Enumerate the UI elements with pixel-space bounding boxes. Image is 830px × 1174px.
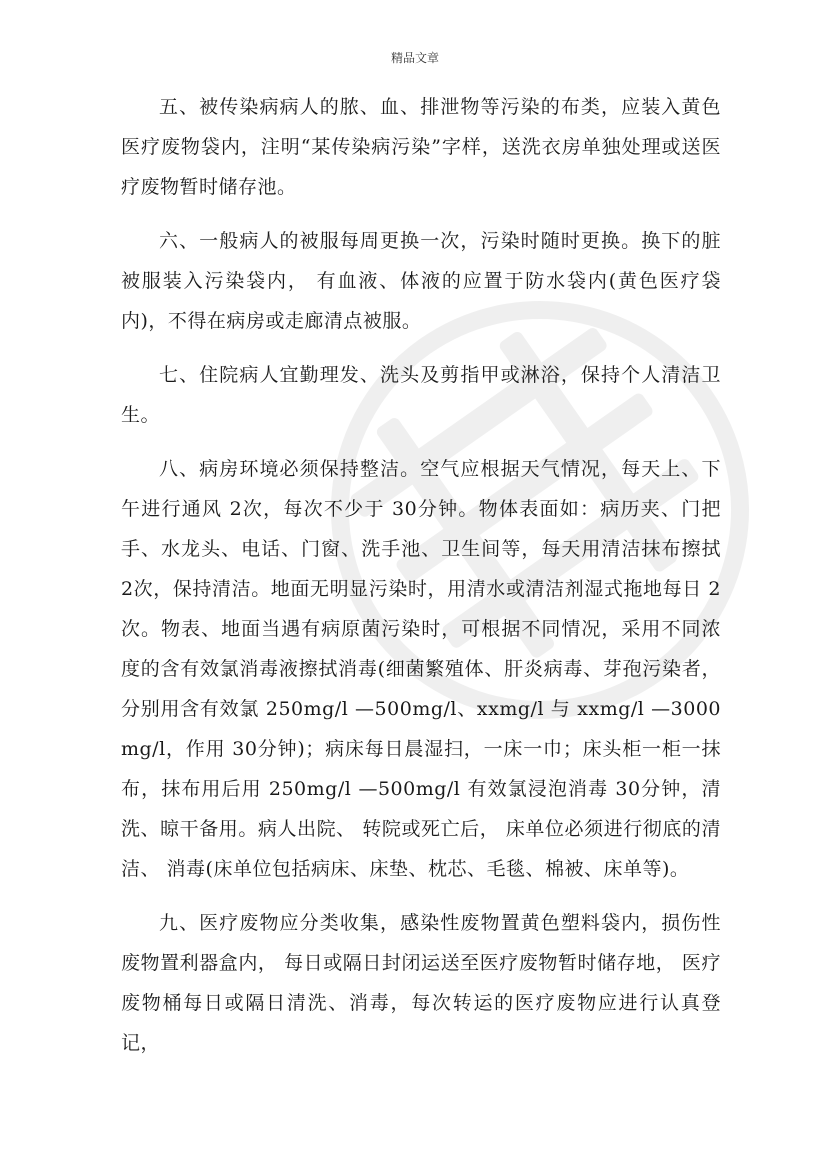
paragraph-9: 九、医疗废物应分类收集，感染性废物置黄色塑料袋内，损伤性废物置利器盒内， 每日或隔日封闭运送至医疗废物暂时储存地， 医疗废物桶每日或隔日清洗、消毒，每次转运的医疗废物应进行认真登记， (121, 912, 721, 1054)
page-header: 精品文章 (390, 51, 439, 65)
paragraph-6: 六、一般病人的被服每周更换一次，污染时随时更换。换下的脏被服装入污染袋内， 有血液、体液的应置于防水袋内(黄色医疗袋内)，不得在病房或走廊清点被服。 (121, 230, 721, 332)
paragraph-7: 七、住院病人宜勤理发、洗头及剪指甲或淋浴，保持个人清洁卫生。 (121, 364, 721, 426)
paragraph-5: 五、被传染病病人的脓、血、排泄物等污染的布类，应装入黄色医疗废物袋内，注明“某传染病污染”字样，送洗衣房单独处理或送医疗废物暂时储存池。 (121, 96, 721, 198)
document-body (121, 87, 721, 1077)
paragraph-8: 八、病房环境必须保持整洁。空气应根据天气情况，每天上、下午进行通风 2次，每次不少于 30分钟。物体表面如：病历夹、门把手、水龙头、电话、门窗、洗手池、卫生间等，每天用清洁抹布擦拭 2次，保持清洁。地面无明显污染时，用清水或清洁剂湿式拖地每日 2次。物表、地面当遇有病原菌污染时，可根据不同情况，采用不同浓度的含有效氯消毒液擦拭消毒(细菌繁殖体、肝炎病毒、芽孢污染者，分别用含有效氯 250mg/l —500mg/l、xxmg/l 与 xxmg/l —3000mg/l，作用 30分钟)；病床每日晨湿扫，一床一巾；床头柜一柜一抹布，抹布用后用 250mg/l —500mg/l 有效氯浸泡消毒 30分钟，清洗、晾干备用。病人出院、 转院或死亡后， 床单位必须进行彻底的清洁、 消毒(床单位包括病床、床垫、枕芯、毛毯、棉被、床单等)。 (121, 458, 721, 880)
